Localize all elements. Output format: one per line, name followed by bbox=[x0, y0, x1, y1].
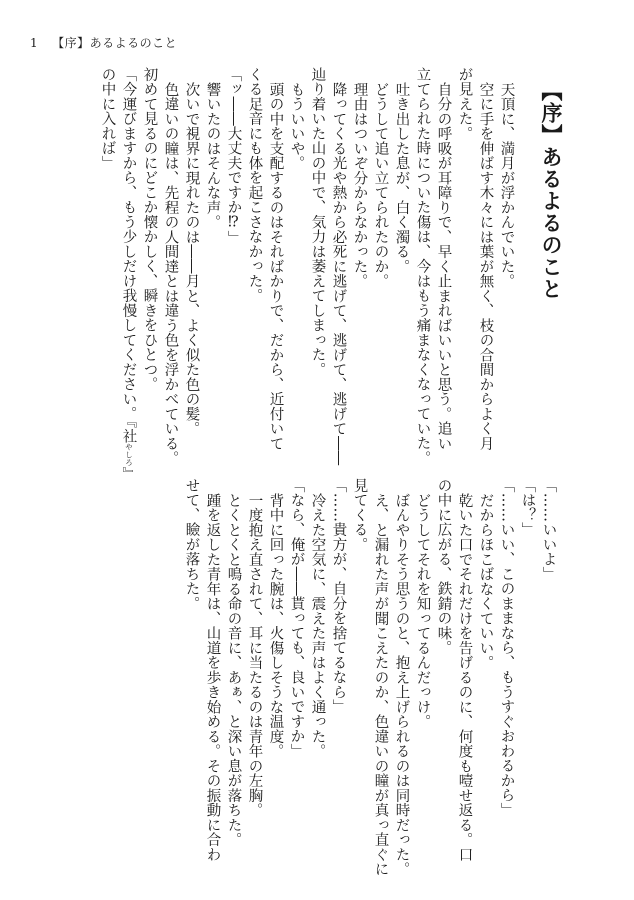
chapter-title: 【序】あるよるのこと bbox=[539, 80, 563, 300]
ruby-base-word: 社 bbox=[120, 428, 137, 444]
lower-line-7: どうしてそれを知ってるんだっけ。 bbox=[414, 493, 431, 729]
running-header bbox=[30, 34, 177, 51]
lower-line-1: 「……いいよ」 bbox=[540, 478, 557, 582]
upper-line-7: どうして追い立てられたのか。 bbox=[372, 82, 389, 289]
lower-line-10: 見てくる。 bbox=[351, 478, 368, 552]
ruby-reading: やしろ bbox=[124, 443, 134, 467]
lower-line-18: せて、瞼が落ちた。 bbox=[183, 478, 200, 611]
lower-line-17: 踵を返した青年は、山道を歩き始める。その振動に合わ bbox=[204, 493, 221, 862]
lower-line-15: 一度抱え直されて、耳に当たるのは青年の左胸。 bbox=[246, 493, 263, 818]
upper-line-14: 「ッ――大丈夫ですか⁉」 bbox=[225, 67, 242, 246]
lower-line-12: 冷えた空気に、震えた声はよく通った。 bbox=[309, 493, 326, 759]
lower-line-5: 乾いた口でそれだけを告げるのに、何度も噎せ返る。口 bbox=[456, 493, 473, 862]
upper-line-1: 天頂に、満月が浮かんでいた。 bbox=[498, 82, 515, 289]
upper-line-19 bbox=[121, 67, 136, 481]
lower-line-9: え、と漏れた声が聞こえたのか、色違いの瞳が真っ直ぐに bbox=[372, 493, 389, 877]
upper-line-12: 頭の中を支配するのはそればかりで、だから、近付いて bbox=[267, 82, 284, 451]
closing-bracket: 』 bbox=[120, 466, 137, 482]
upper-line-19-text: 「今運びますから、もう少しだけ我慢してください。『 bbox=[120, 67, 137, 429]
upper-line-16: 次いで視界に現れたのは――月と、よく似た色の髪。 bbox=[183, 82, 200, 436]
lower-line-13: 「なら、俺が――貰っても、良いですか」 bbox=[288, 478, 305, 759]
upper-line-6: 吐き出した息が、白く濁る。 bbox=[393, 82, 410, 274]
upper-line-10: 辿り着いた山の中で、気力は萎えてしまった。 bbox=[309, 67, 326, 377]
upper-line-2: 空に手を伸ばす木々には葉が無く、枝の合間からよく月 bbox=[477, 82, 494, 451]
lower-line-8: ぼんやりそう思うのと、抱え上げられるのは同時だった。 bbox=[393, 493, 410, 877]
lower-line-11: 「……貴方が、自分を捨てるなら」 bbox=[330, 478, 347, 714]
upper-line-17: 色違いの瞳は、先程の人間達とは違う色を浮かべている。 bbox=[162, 82, 179, 466]
lower-line-6: の中に広がる、鉄錆の味。 bbox=[435, 478, 452, 655]
lower-line-2: 「は？」 bbox=[519, 478, 536, 537]
upper-line-13: くる足音にも体を起こさなかった。 bbox=[246, 67, 263, 303]
lower-line-3: 「……いい、このままなら、もうすぐおわるから」 bbox=[498, 478, 515, 818]
upper-line-3: が見えた。 bbox=[456, 67, 473, 141]
upper-line-11: もういいや。 bbox=[288, 82, 305, 171]
upper-line-18: 初めて見るのにどこか懐かしく、瞬きをひとつ。 bbox=[141, 67, 158, 392]
upper-line-15: 響いたのはそんな声。 bbox=[204, 82, 221, 230]
upper-line-4: 自分の呼吸が耳障りで、早く止まればいいと思う。追い bbox=[435, 82, 452, 451]
lower-line-4: だからほこばなくていい。 bbox=[477, 493, 494, 670]
upper-line-5: 立てられた時についた傷は、今はもう痛まなくなっていた。 bbox=[414, 67, 431, 466]
upper-line-9: 降ってくる光や熱から必死に逃げて、逃げて、逃げて―― bbox=[330, 82, 347, 466]
page-number: 1 bbox=[30, 36, 39, 50]
running-title: 【序】あるよるのこと bbox=[52, 36, 178, 50]
lower-line-16: とくとくと鳴る命の音に、あぁ、と深い息が落ちた。 bbox=[225, 493, 242, 847]
lower-line-14: 背中に回った腕は、火傷しそうな温度。 bbox=[267, 493, 284, 759]
upper-line-20: の中に入れば」 bbox=[99, 67, 116, 171]
upper-line-8: 理由はついぞ分からなかった。 bbox=[351, 82, 368, 289]
